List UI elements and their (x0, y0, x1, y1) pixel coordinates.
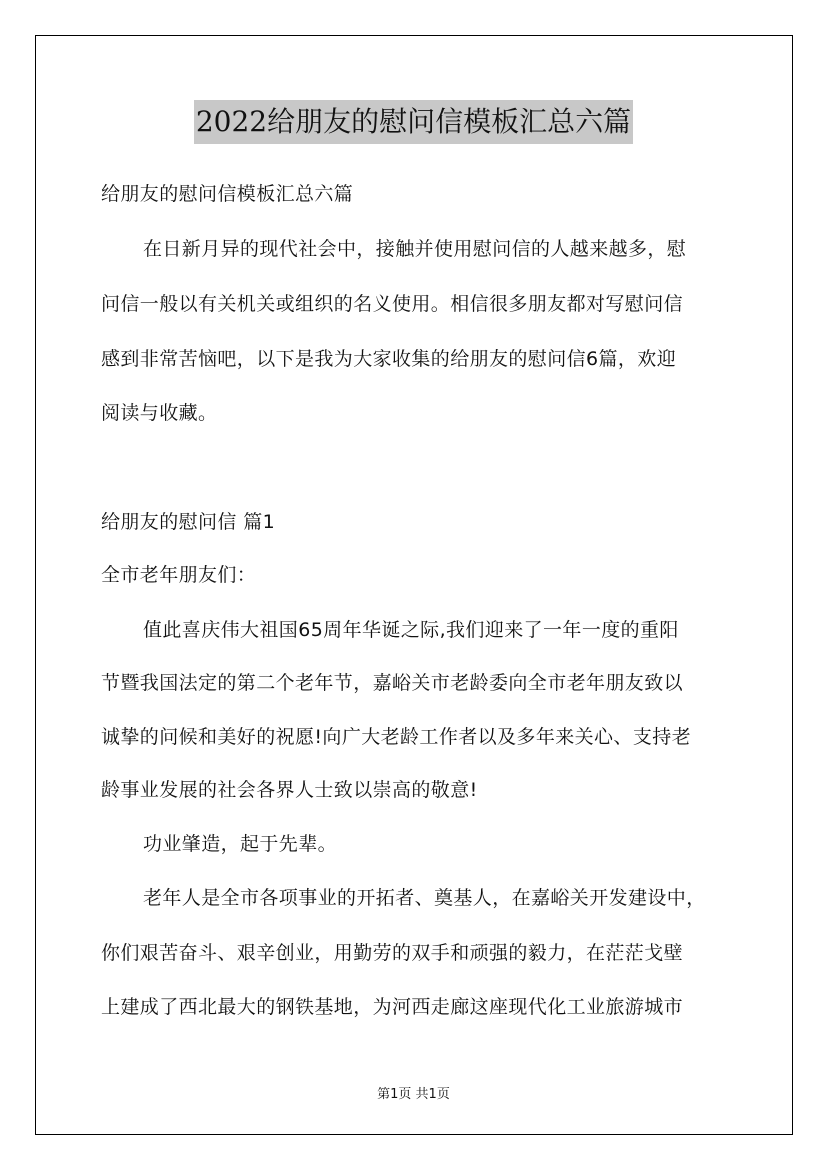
paragraph-line: 上建成了西北最大的钢铁基地，为河西走廊这座现代化工业旅游城市 (101, 996, 684, 1018)
section-heading: 给朋友的慰问信 篇1 (101, 511, 276, 533)
intro-line: 阅读与收藏。 (101, 402, 218, 424)
paragraph-line: 老年人是全市各项事业的开拓者、奠基人，在嘉峪关开发建设中， (143, 887, 706, 909)
paragraph-line: 功业肇造，起于先辈。 (143, 833, 338, 855)
document-title: 2022给朋友的慰问信模板汇总六篇 (194, 100, 633, 144)
intro-line: 问信一般以有关机关或组织的名义使用。相信很多朋友都对写慰问信 (101, 293, 684, 315)
paragraph-line: 龄事业发展的社会各界人士致以崇高的敬意! (101, 779, 478, 801)
paragraph-line: 值此喜庆伟大祖国65周年华诞之际,我们迎来了一年一度的重阳 (143, 619, 679, 641)
paragraph-line: 你们艰苦奋斗、艰辛创业，用勤劳的双手和顽强的毅力，在茫茫戈壁 (101, 942, 684, 964)
title-container (0, 100, 827, 144)
salutation: 全市老年朋友们： (101, 564, 257, 586)
paragraph-line: 节暨我国法定的第二个老年节，嘉峪关市老龄委向全市老年朋友致以 (101, 672, 684, 694)
intro-line: 感到非常苦恼吧，以下是我为大家收集的给朋友的慰问信6篇，欢迎 (101, 348, 677, 370)
paragraph-line: 诚挚的问候和美好的祝愿!向广大老龄工作者以及多年来关心、支持老 (101, 726, 692, 748)
page-footer: 第1页 共1页 (377, 1087, 450, 1102)
intro-line: 在日新月异的现代社会中，接触并使用慰问信的人越来越多，慰 (143, 238, 687, 260)
document-subtitle: 给朋友的慰问信模板汇总六篇 (101, 183, 354, 205)
